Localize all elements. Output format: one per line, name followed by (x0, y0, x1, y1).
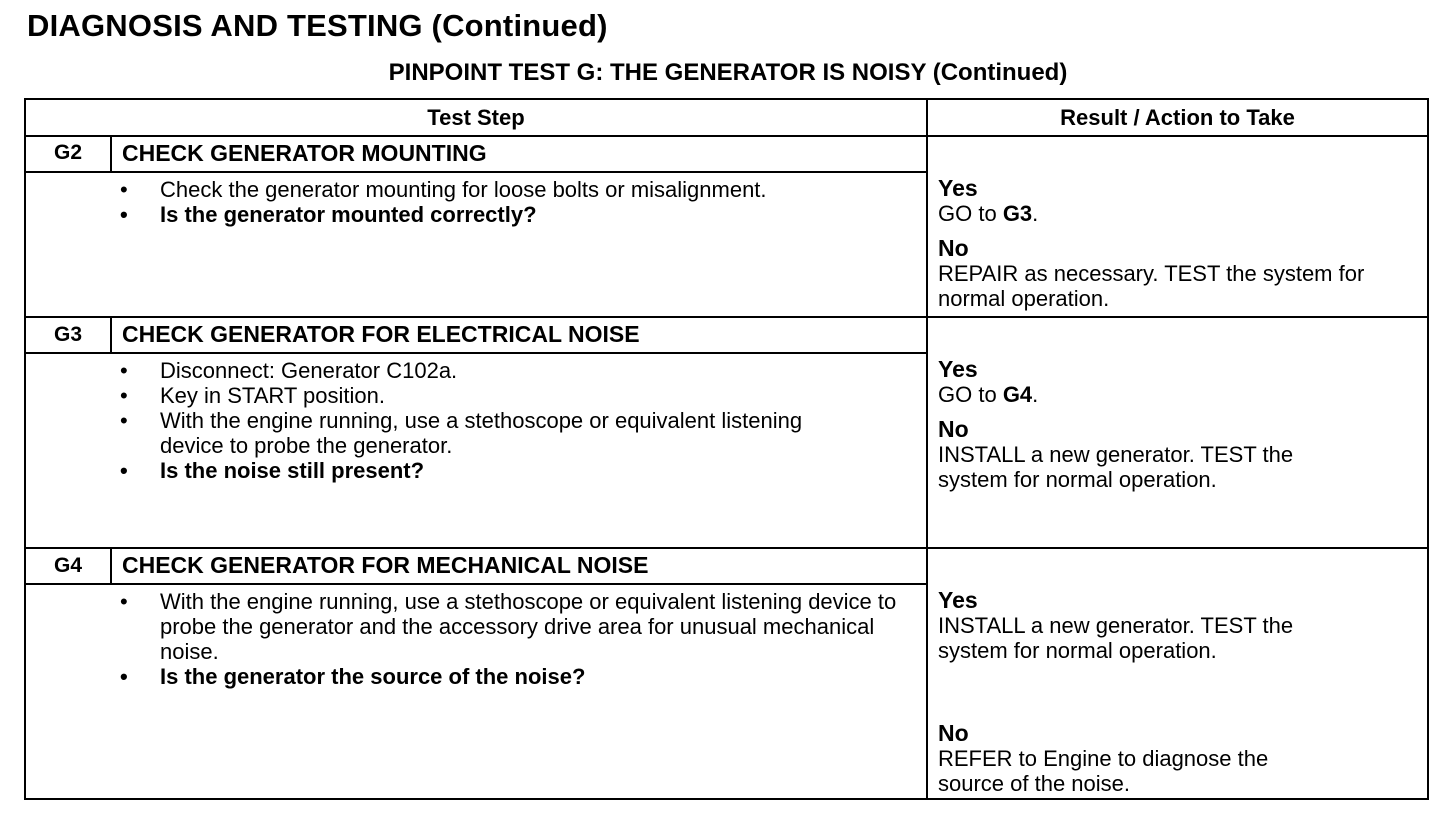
bullet-icon: • (120, 458, 128, 483)
list-item: • Disconnect: Generator C102a. (120, 358, 458, 383)
next-step-ref: G4 (1002, 382, 1033, 407)
step-bullets-g3 (120, 358, 920, 483)
step-bullets-g4 (120, 589, 920, 689)
step-title-g4: CHECK GENERATOR FOR MECHANICAL NOISE (122, 552, 649, 578)
bullet-icon: • (120, 358, 128, 383)
answer-yes-label: Yes (938, 175, 978, 201)
answer-yes-action: GO to G4. (938, 382, 1039, 407)
answer-no-action: INSTALL a new generator. TEST the system for normal operation. (938, 442, 1294, 492)
step-id-g2: G2 (53, 141, 82, 164)
answer-no-action: REPAIR as necessary. TEST the system for normal operation. (938, 261, 1365, 311)
step-id-g4: G4 (53, 554, 82, 577)
answer-yes-action: GO to G3. (938, 201, 1039, 226)
header-test-step: Test Step (427, 105, 525, 130)
list-item: • With the engine running, use a stethoscope or equivalent listening device to probe the generator. (120, 408, 803, 458)
result-g3 (938, 357, 1418, 492)
result-g4-no (938, 721, 1418, 796)
step-id-g3: G3 (53, 323, 82, 346)
column-divider (926, 100, 928, 800)
bullet-icon: • (120, 383, 128, 408)
step-title-rule (26, 352, 926, 354)
answer-yes-label: Yes (938, 587, 978, 613)
bullet-icon: • (120, 664, 128, 689)
answer-no-label: No (938, 720, 969, 746)
list-item: • Key in START position. (120, 383, 385, 408)
step-separator (26, 316, 1427, 318)
step-title-rule (26, 171, 926, 173)
header-result-action: Result / Action to Take (1060, 105, 1295, 130)
answer-no-label: No (938, 235, 969, 261)
page-heading: DIAGNOSIS AND TESTING (Continued) (27, 8, 608, 43)
step-separator (26, 547, 1427, 549)
step-id-divider (110, 135, 112, 171)
header-rule (26, 135, 1427, 137)
bullet-icon: • (120, 177, 128, 202)
list-item: • With the engine running, use a stethoscope or equivalent listening device to probe the generator and the accessory drive area for unusual mechanical noise. (120, 589, 897, 664)
result-g2 (938, 176, 1418, 311)
pinpoint-test-title: PINPOINT TEST G: THE GENERATOR IS NOISY (Continued) (388, 59, 1068, 86)
step-question: • Is the generator mounted correctly? (120, 202, 537, 227)
answer-no-label: No (938, 416, 969, 442)
step-title-g3: CHECK GENERATOR FOR ELECTRICAL NOISE (122, 321, 640, 347)
step-title-g2: CHECK GENERATOR MOUNTING (122, 140, 487, 166)
step-question: • Is the noise still present? (120, 458, 425, 483)
bullet-icon: • (120, 202, 128, 227)
step-id-divider (110, 316, 112, 352)
answer-no-action: REFER to Engine to diagnose the source of the noise. (938, 746, 1269, 796)
pinpoint-test-table (24, 98, 1429, 800)
step-question: • Is the generator the source of the noise? (120, 664, 586, 689)
step-id-divider (110, 547, 112, 583)
result-g4-yes (938, 588, 1418, 663)
step-title-rule (26, 583, 926, 585)
list-item: • Check the generator mounting for loose bolts or misalignment. (120, 177, 767, 202)
next-step-ref: G3 (1002, 201, 1033, 226)
answer-yes-action: INSTALL a new generator. TEST the system for normal operation. (938, 613, 1294, 663)
answer-yes-label: Yes (938, 356, 978, 382)
bullet-icon: • (120, 408, 128, 433)
step-bullets-g2 (120, 177, 920, 227)
bullet-icon: • (120, 589, 128, 614)
